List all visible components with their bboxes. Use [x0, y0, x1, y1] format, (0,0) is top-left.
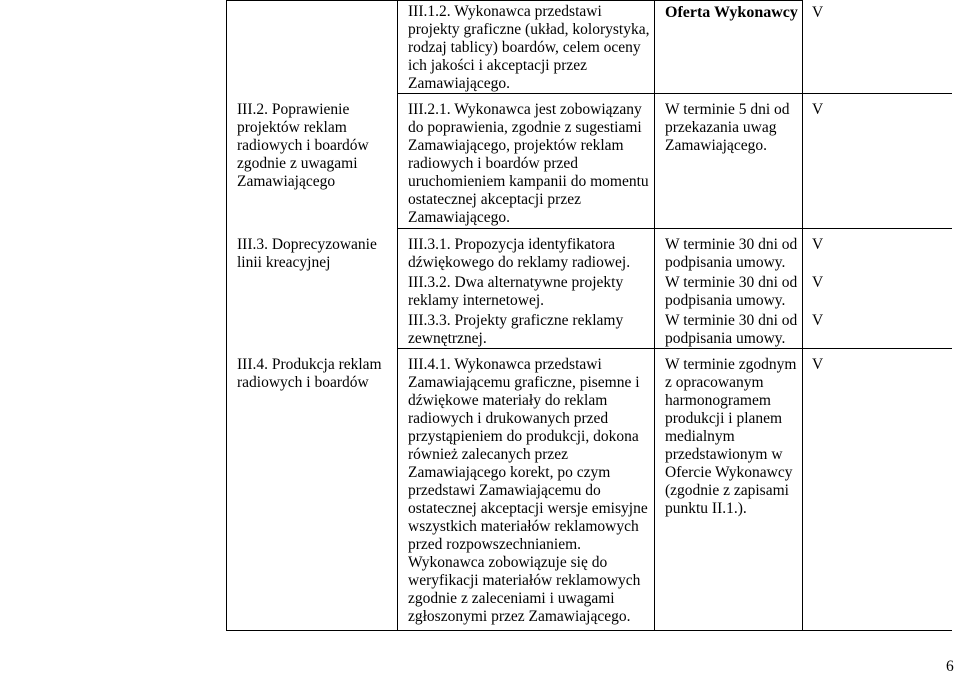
mark-cell: [803, 349, 952, 631]
requirement-cell: [398, 94, 655, 229]
check-mark: V: [812, 236, 824, 253]
table-row: [227, 1, 952, 94]
check-mark: V: [812, 356, 824, 373]
check-mark: V: [812, 312, 824, 329]
table-row: [227, 349, 952, 631]
offer-text: W terminie 30 dni od podpisania umowy.: [665, 312, 798, 347]
offer-text: W terminie 5 dni od przekazania uwag Zamawiającego.: [665, 101, 790, 154]
requirement-cell: [398, 349, 655, 631]
section-title: III.4. Produkcja reklam radiowych i boardów: [237, 355, 382, 391]
requirement-text: III.3.3. Projekty graficzne reklamy zewnętrznej.: [408, 312, 624, 347]
offer-cell: [655, 94, 803, 229]
mark-cell: [803, 94, 952, 229]
requirement-text: III.1.2. Wykonawca przedstawi projekty graficzne (układ, kolorystyka, rodzaj tablicy) boardów, celem oceny ich jakości i akceptacji przez Zamawiającego.: [408, 3, 650, 92]
requirement-cell: [398, 1, 655, 94]
offer-cell: [655, 229, 803, 349]
requirement-text: III.3.1. Propozycja identyfikatora dźwiękowego do reklamy radiowej.: [408, 236, 631, 271]
requirement-text: III.2.1. Wykonawca jest zobowiązany do poprawienia, zgodnie z sugestiami Zamawiającego, projektów reklam radiowych i boardów przed uruchomieniem kampanii do momentu ostatecznej akceptacji przez Zamawiającego.: [408, 101, 649, 226]
offer-text: W terminie zgodnym z opracowanym harmonogramem produkcji i planem medialnym przedstawionym w Ofercie Wykonawcy (zgodnie z zapisami punktu II.1.).: [665, 356, 797, 517]
offer-text: W terminie 30 dni od podpisania umowy.: [665, 274, 798, 309]
offer-cell: [655, 349, 803, 631]
check-mark: V: [812, 274, 824, 291]
requirement-text: III.4.1. Wykonawca przedstawi Zamawiającemu graficzne, pisemne i dźwiękowe materiały do reklam radiowych i drukowanych przed przystąpieniem do produkcji, dokona również zalecanych przez Zamawiającego korekt, po czym przedstawi Zamawiającemu do ostatecznej akceptacji wersje emisyjne wszystkich materiałów reklamowych przed rozpowszechnianiem. Wykonawca zobowiązuje się do weryfikacji materiałów reklamowych zgodnie z zaleceniami i uwagami zgłoszonymi przez Zamawiającego.: [408, 356, 648, 625]
section-cell: [227, 349, 398, 631]
mark-column-title: V: [812, 3, 824, 21]
table-row: [227, 94, 952, 229]
table-row: [227, 229, 952, 349]
section-cell: [227, 94, 398, 229]
requirement-cell: [398, 229, 655, 349]
offer-text: W terminie 30 dni od podpisania umowy.: [665, 236, 798, 271]
mark-cell: [803, 229, 952, 349]
page-number: 6: [946, 658, 954, 675]
section-cell: [227, 1, 398, 94]
section-cell: [227, 229, 398, 349]
section-title: III.2. Poprawienie projektów reklam radiowych i boardów zgodnie z uwagami Zamawiającego: [237, 100, 369, 190]
offer-table: [226, 0, 952, 631]
check-mark: V: [812, 101, 824, 118]
mark-header-cell: [803, 1, 952, 94]
offer-column-title: Oferta Wykonawcy: [665, 4, 798, 21]
requirement-text: III.3.2. Dwa alternatywne projekty reklamy internetowej.: [408, 274, 624, 309]
offer-header-cell: [655, 1, 803, 94]
section-title: III.3. Doprecyzowanie linii kreacyjnej: [237, 235, 377, 271]
